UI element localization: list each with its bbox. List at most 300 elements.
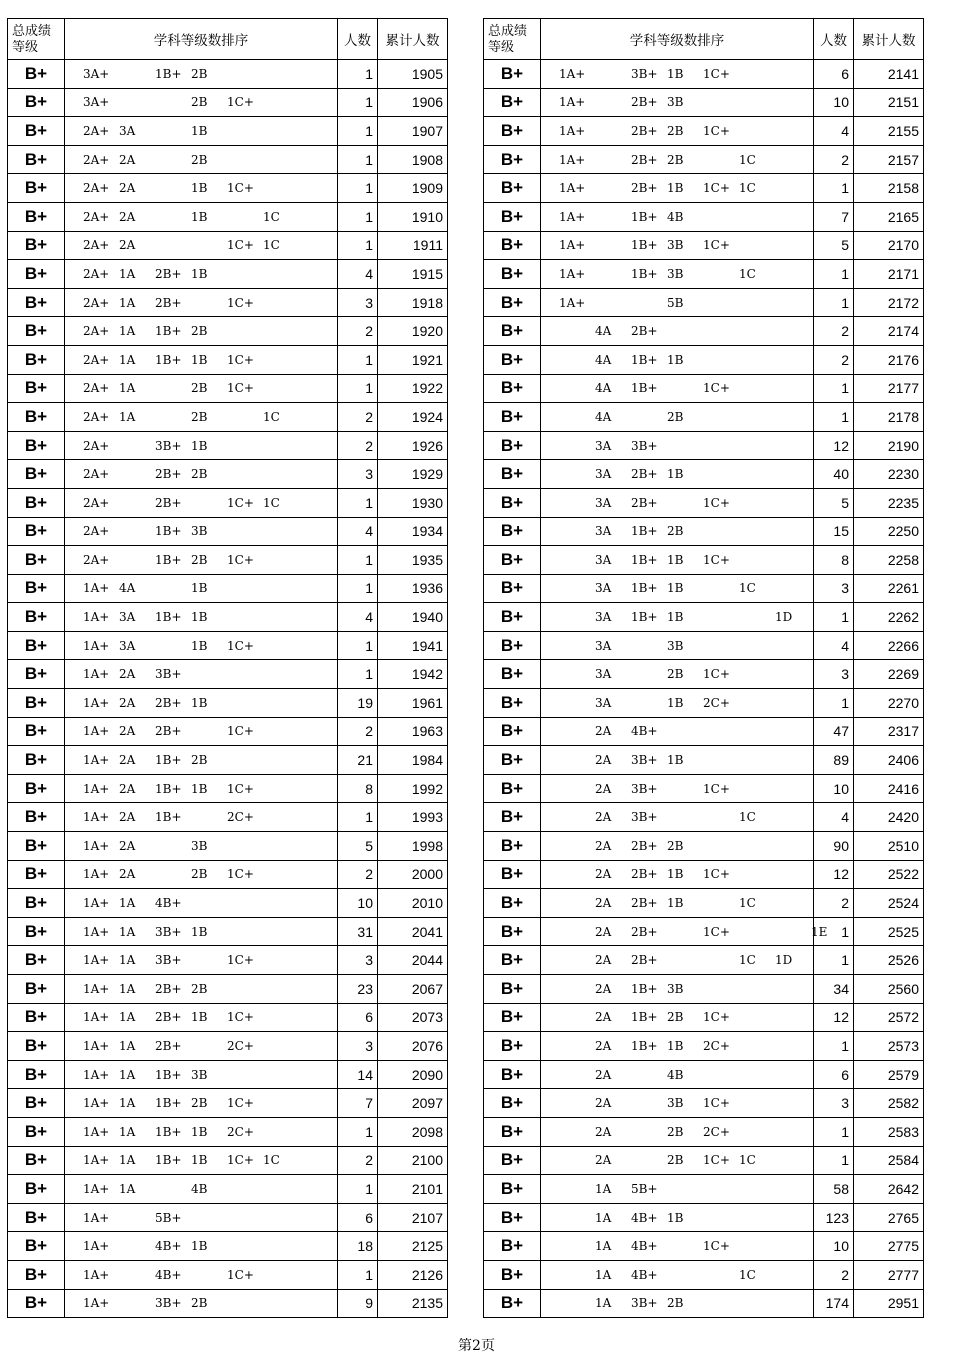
pattern-part: 1B+ [155,610,182,625]
pattern-cell [541,1260,814,1289]
pattern-cell [65,1032,338,1061]
count-cell: 1 [814,374,854,403]
count-cell: 1 [338,117,378,146]
pattern-part: 2A+ [83,495,110,510]
table-row [484,288,924,317]
pattern-part: 1A [119,1067,136,1082]
header-grade: 总成绩 等级 [484,19,541,60]
table-row [484,1060,924,1089]
grade-cell: B+ [484,488,541,517]
cumulative-cell: 2573 [854,1032,924,1061]
count-cell: 2 [338,431,378,460]
pattern-cell [541,660,814,689]
table-row [8,1060,448,1089]
pattern-part: 1C+ [703,381,730,396]
pattern-part: 2A [595,1124,612,1139]
table-row [484,345,924,374]
pattern-cell [541,1032,814,1061]
pattern-part: 4B+ [155,1239,182,1254]
pattern-part: 1B [667,610,684,625]
grade-cell: B+ [484,145,541,174]
grade-cell: B+ [8,202,65,231]
pattern-part: 1C [739,152,756,167]
count-cell: 2 [814,317,854,346]
pattern-cell [65,460,338,489]
pattern-cell [65,546,338,575]
pattern-part: 2C+ [703,695,730,710]
pattern-part: 1B [191,1124,208,1139]
pattern-part: 1B [667,1038,684,1053]
table-row [484,1232,924,1261]
count-cell: 18 [338,1232,378,1261]
pattern-part: 2B [667,1124,684,1139]
pattern-part: 1C [739,1267,756,1282]
pattern-part: 1B [667,352,684,367]
pattern-part: 1B [191,181,208,196]
cumulative-cell: 2141 [854,60,924,89]
grade-table-right [483,18,924,1318]
count-cell: 2 [338,717,378,746]
grade-cell: B+ [8,374,65,403]
grade-cell: B+ [484,1175,541,1204]
count-cell: 23 [338,975,378,1004]
pattern-part: 4A [595,409,612,424]
pattern-cell [541,174,814,203]
grade-cell: B+ [8,1117,65,1146]
pattern-part: 3A [119,610,136,625]
count-cell: 3 [338,1032,378,1061]
pattern-cell [541,117,814,146]
pattern-part: 2B [191,324,208,339]
pattern-part: 3B+ [631,810,658,825]
pattern-cell [541,1089,814,1118]
pattern-part: 1B [667,1210,684,1225]
pattern-part: 5B+ [631,1181,658,1196]
pattern-part: 1A+ [83,896,110,911]
pattern-cell [541,460,814,489]
table-row [484,117,924,146]
pattern-cell [65,345,338,374]
table-row [484,431,924,460]
table-row [8,546,448,575]
cumulative-cell: 2317 [854,717,924,746]
pattern-cell [65,746,338,775]
count-cell: 8 [338,774,378,803]
pattern-part: 2B [667,667,684,682]
table-row [484,1175,924,1204]
pattern-cell [541,260,814,289]
count-cell: 40 [814,460,854,489]
cumulative-cell: 1998 [378,832,448,861]
pattern-part: 2B [191,1096,208,1111]
pattern-part: 2B+ [155,981,182,996]
pattern-part: 1A [119,896,136,911]
pattern-part: 2B+ [631,924,658,939]
grade-cell: B+ [8,260,65,289]
pattern-cell [541,603,814,632]
cumulative-cell: 2951 [854,1289,924,1318]
pattern-part: 1B+ [155,810,182,825]
table-row [484,1146,924,1175]
pattern-part: 1B [191,209,208,224]
grade-cell: B+ [8,488,65,517]
pattern-cell [65,517,338,546]
grade-cell: B+ [8,860,65,889]
pattern-part: 1A+ [559,181,586,196]
count-cell: 1 [814,1117,854,1146]
pattern-part: 2A+ [83,381,110,396]
table-row [8,488,448,517]
cumulative-cell: 1909 [378,174,448,203]
pattern-part: 2B+ [155,295,182,310]
grade-cell: B+ [484,603,541,632]
cumulative-cell: 2125 [378,1232,448,1261]
grade-cell: B+ [484,317,541,346]
pattern-part: 2B+ [631,838,658,853]
grade-cell: B+ [484,1232,541,1261]
count-cell: 10 [814,1232,854,1261]
table-row [484,803,924,832]
table-row [484,860,924,889]
table-row [8,231,448,260]
count-cell: 1 [338,345,378,374]
count-cell: 6 [814,60,854,89]
pattern-part: 2A+ [83,295,110,310]
table-row [484,774,924,803]
pattern-part: 2A [119,209,136,224]
table-row [8,803,448,832]
cumulative-cell: 2765 [854,1203,924,1232]
pattern-part: 5B [667,295,684,310]
pattern-part: 1A [595,1239,612,1254]
grade-cell: B+ [484,202,541,231]
pattern-part: 1A+ [83,867,110,882]
pattern-part: 2A [119,753,136,768]
pattern-part: 1C [263,495,280,510]
pattern-part: 1A+ [83,638,110,653]
grade-cell: B+ [484,574,541,603]
pattern-part: 3B [667,981,684,996]
pattern-part: 1B+ [631,581,658,596]
pattern-cell [541,60,814,89]
pattern-part: 1C [263,238,280,253]
pattern-cell [541,860,814,889]
pattern-part: 1B [667,896,684,911]
grade-cell: B+ [484,1060,541,1089]
table-row [8,1117,448,1146]
cumulative-cell: 2522 [854,860,924,889]
pattern-part: 4A [119,581,136,596]
pattern-cell [65,660,338,689]
cumulative-cell: 2076 [378,1032,448,1061]
pattern-part: 2B [667,838,684,853]
cumulative-cell: 2041 [378,917,448,946]
pattern-part: 2B+ [631,896,658,911]
header-cumulative: 累计人数 [378,19,448,60]
pattern-cell [65,860,338,889]
count-cell: 1 [814,946,854,975]
pattern-part: 1A [119,266,136,281]
grade-cell: B+ [8,774,65,803]
cumulative-cell: 2165 [854,202,924,231]
cumulative-cell: 2170 [854,231,924,260]
table-row [484,174,924,203]
table-row [484,832,924,861]
grade-table-left [7,18,448,1318]
pattern-part: 1A [595,1210,612,1225]
pattern-part: 3B [191,524,208,539]
header-count: 人数 [814,19,854,60]
pattern-part: 1C [263,409,280,424]
count-cell: 15 [814,517,854,546]
count-cell: 12 [814,1003,854,1032]
pattern-part: 4A [595,352,612,367]
cumulative-cell: 2171 [854,260,924,289]
grade-cell: B+ [484,803,541,832]
grade-cell: B+ [484,117,541,146]
grade-cell: B+ [484,431,541,460]
pattern-part: 1A+ [83,1096,110,1111]
table-row [484,403,924,432]
count-cell: 2 [338,860,378,889]
grade-cell: B+ [8,746,65,775]
grade-cell: B+ [484,1146,541,1175]
pattern-part: 1A+ [83,1010,110,1025]
pattern-cell [65,574,338,603]
pattern-part: 2B [667,123,684,138]
grade-cell: B+ [8,546,65,575]
pattern-cell [541,1146,814,1175]
table-row [484,975,924,1004]
grade-cell: B+ [8,60,65,89]
cumulative-cell: 2250 [854,517,924,546]
cumulative-cell: 2775 [854,1232,924,1261]
grade-cell: B+ [8,803,65,832]
pattern-cell [65,202,338,231]
pattern-cell [541,917,828,946]
table-row [484,460,924,489]
pattern-part: 1B+ [631,1010,658,1025]
cumulative-cell: 1926 [378,431,448,460]
pattern-part: 2A [119,238,136,253]
pattern-part: 2A [595,753,612,768]
pattern-part: 1B [191,638,208,653]
count-cell: 1 [814,174,854,203]
pattern-part: 2A [119,695,136,710]
table-row [8,746,448,775]
grade-cell: B+ [8,345,65,374]
pattern-part: 2A [595,896,612,911]
pattern-part: 1C [263,1153,280,1168]
pattern-part: 2A [119,724,136,739]
table-row [484,1003,924,1032]
count-cell: 1 [338,231,378,260]
pattern-part: 1B [191,123,208,138]
pattern-cell [541,975,814,1004]
cumulative-cell: 2135 [378,1289,448,1318]
pattern-part: 1B [191,352,208,367]
pattern-part: 1B [667,695,684,710]
pattern-cell [65,60,338,89]
cumulative-cell: 2230 [854,460,924,489]
pattern-part: 1C [739,181,756,196]
pattern-part: 2B+ [631,953,658,968]
pattern-part: 1E [811,924,828,939]
pattern-part: 1B [667,552,684,567]
cumulative-cell: 1929 [378,460,448,489]
pattern-part: 2B [667,1010,684,1025]
table-row [8,288,448,317]
grade-cell: B+ [8,431,65,460]
pattern-part: 1C [739,581,756,596]
pattern-part: 1A+ [559,66,586,81]
count-cell: 1 [338,88,378,117]
cumulative-cell: 1911 [378,231,448,260]
pattern-part: 3B+ [155,924,182,939]
grade-cell: B+ [8,403,65,432]
pattern-part: 2B [191,981,208,996]
cumulative-cell: 1908 [378,145,448,174]
cumulative-cell: 2073 [378,1003,448,1032]
pattern-cell [541,717,814,746]
pattern-cell [541,403,814,432]
pattern-part: 3B [667,238,684,253]
cumulative-cell: 2579 [854,1060,924,1089]
count-cell: 12 [814,860,854,889]
count-cell: 3 [338,946,378,975]
count-cell: 4 [814,117,854,146]
grade-cell: B+ [8,145,65,174]
cumulative-cell: 1910 [378,202,448,231]
table-row [8,88,448,117]
table-row [484,202,924,231]
count-cell: 1 [814,260,854,289]
pattern-cell [541,488,814,517]
pattern-part: 1C+ [227,724,254,739]
pattern-part: 3B [191,1067,208,1082]
table-row [484,603,924,632]
pattern-part: 3B+ [631,438,658,453]
pattern-part: 1C+ [227,638,254,653]
grade-cell: B+ [484,403,541,432]
pattern-part: 1B [191,924,208,939]
count-cell: 58 [814,1175,854,1204]
pattern-part: 2B+ [631,152,658,167]
table-row [484,689,924,718]
pattern-part: 2B+ [631,467,658,482]
pattern-part: 3B+ [155,1296,182,1311]
pattern-part: 1B [667,181,684,196]
grade-cell: B+ [484,1289,541,1318]
pattern-part: 2A [595,953,612,968]
grade-cell: B+ [8,1175,65,1204]
grade-cell: B+ [484,288,541,317]
pattern-part: 2A+ [83,467,110,482]
pattern-part: 1A+ [83,1210,110,1225]
pattern-part: 1C+ [227,1096,254,1111]
page-number: 第2页 [458,1338,495,1354]
table-row [8,574,448,603]
table-row [484,889,924,918]
cumulative-cell: 2526 [854,946,924,975]
pattern-part: 1A+ [83,1296,110,1311]
pattern-part: 2B [191,66,208,81]
table-row [484,517,924,546]
pattern-cell [65,946,338,975]
pattern-cell [65,631,338,660]
table-row [484,374,924,403]
table-row [484,717,924,746]
pattern-part: 2B+ [155,266,182,281]
table-row [8,345,448,374]
cumulative-cell: 2098 [378,1117,448,1146]
pattern-cell [541,1117,814,1146]
pattern-part: 1A [119,1010,136,1025]
cumulative-cell: 1993 [378,803,448,832]
pattern-part: 1C+ [703,667,730,682]
pattern-part: 2A+ [83,152,110,167]
count-cell: 1 [338,1117,378,1146]
table-row [8,174,448,203]
table-row [484,1032,924,1061]
grade-cell: B+ [8,946,65,975]
pattern-part: 3A [595,667,612,682]
pattern-part: 2A [595,1067,612,1082]
count-cell: 1 [338,145,378,174]
pattern-part: 2B+ [631,495,658,510]
pattern-part: 1B+ [631,266,658,281]
table-row [8,1003,448,1032]
pattern-cell [541,145,814,174]
table-row [8,260,448,289]
grade-cell: B+ [484,889,541,918]
grade-cell: B+ [484,689,541,718]
table-row [8,689,448,718]
pattern-part: 1C+ [703,924,730,939]
table-row [8,975,448,1004]
cumulative-cell: 2266 [854,631,924,660]
pattern-part: 3B [667,1096,684,1111]
pattern-part: 1A [119,1181,136,1196]
pattern-part: 1B+ [631,552,658,567]
table-row [8,832,448,861]
pattern-part: 1B+ [155,524,182,539]
cumulative-cell: 2572 [854,1003,924,1032]
grade-cell: B+ [8,1203,65,1232]
table-row [8,1032,448,1061]
cumulative-cell: 2126 [378,1260,448,1289]
pattern-part: 1C+ [703,781,730,796]
pattern-part: 2B [667,524,684,539]
count-cell: 9 [338,1289,378,1318]
table-row [484,1117,924,1146]
pattern-part: 2A [119,152,136,167]
header-count: 人数 [338,19,378,60]
table-row [8,517,448,546]
count-cell: 2 [338,317,378,346]
table-row [8,917,448,946]
count-cell: 6 [814,1060,854,1089]
grade-cell: B+ [484,374,541,403]
pattern-part: 2A [595,781,612,796]
count-cell: 10 [814,88,854,117]
pattern-cell [65,260,338,289]
pattern-part: 2A [119,867,136,882]
pattern-part: 2B [667,1296,684,1311]
pattern-part: 1A [119,295,136,310]
pattern-part: 3A+ [83,95,110,110]
pattern-part: 1B [191,266,208,281]
